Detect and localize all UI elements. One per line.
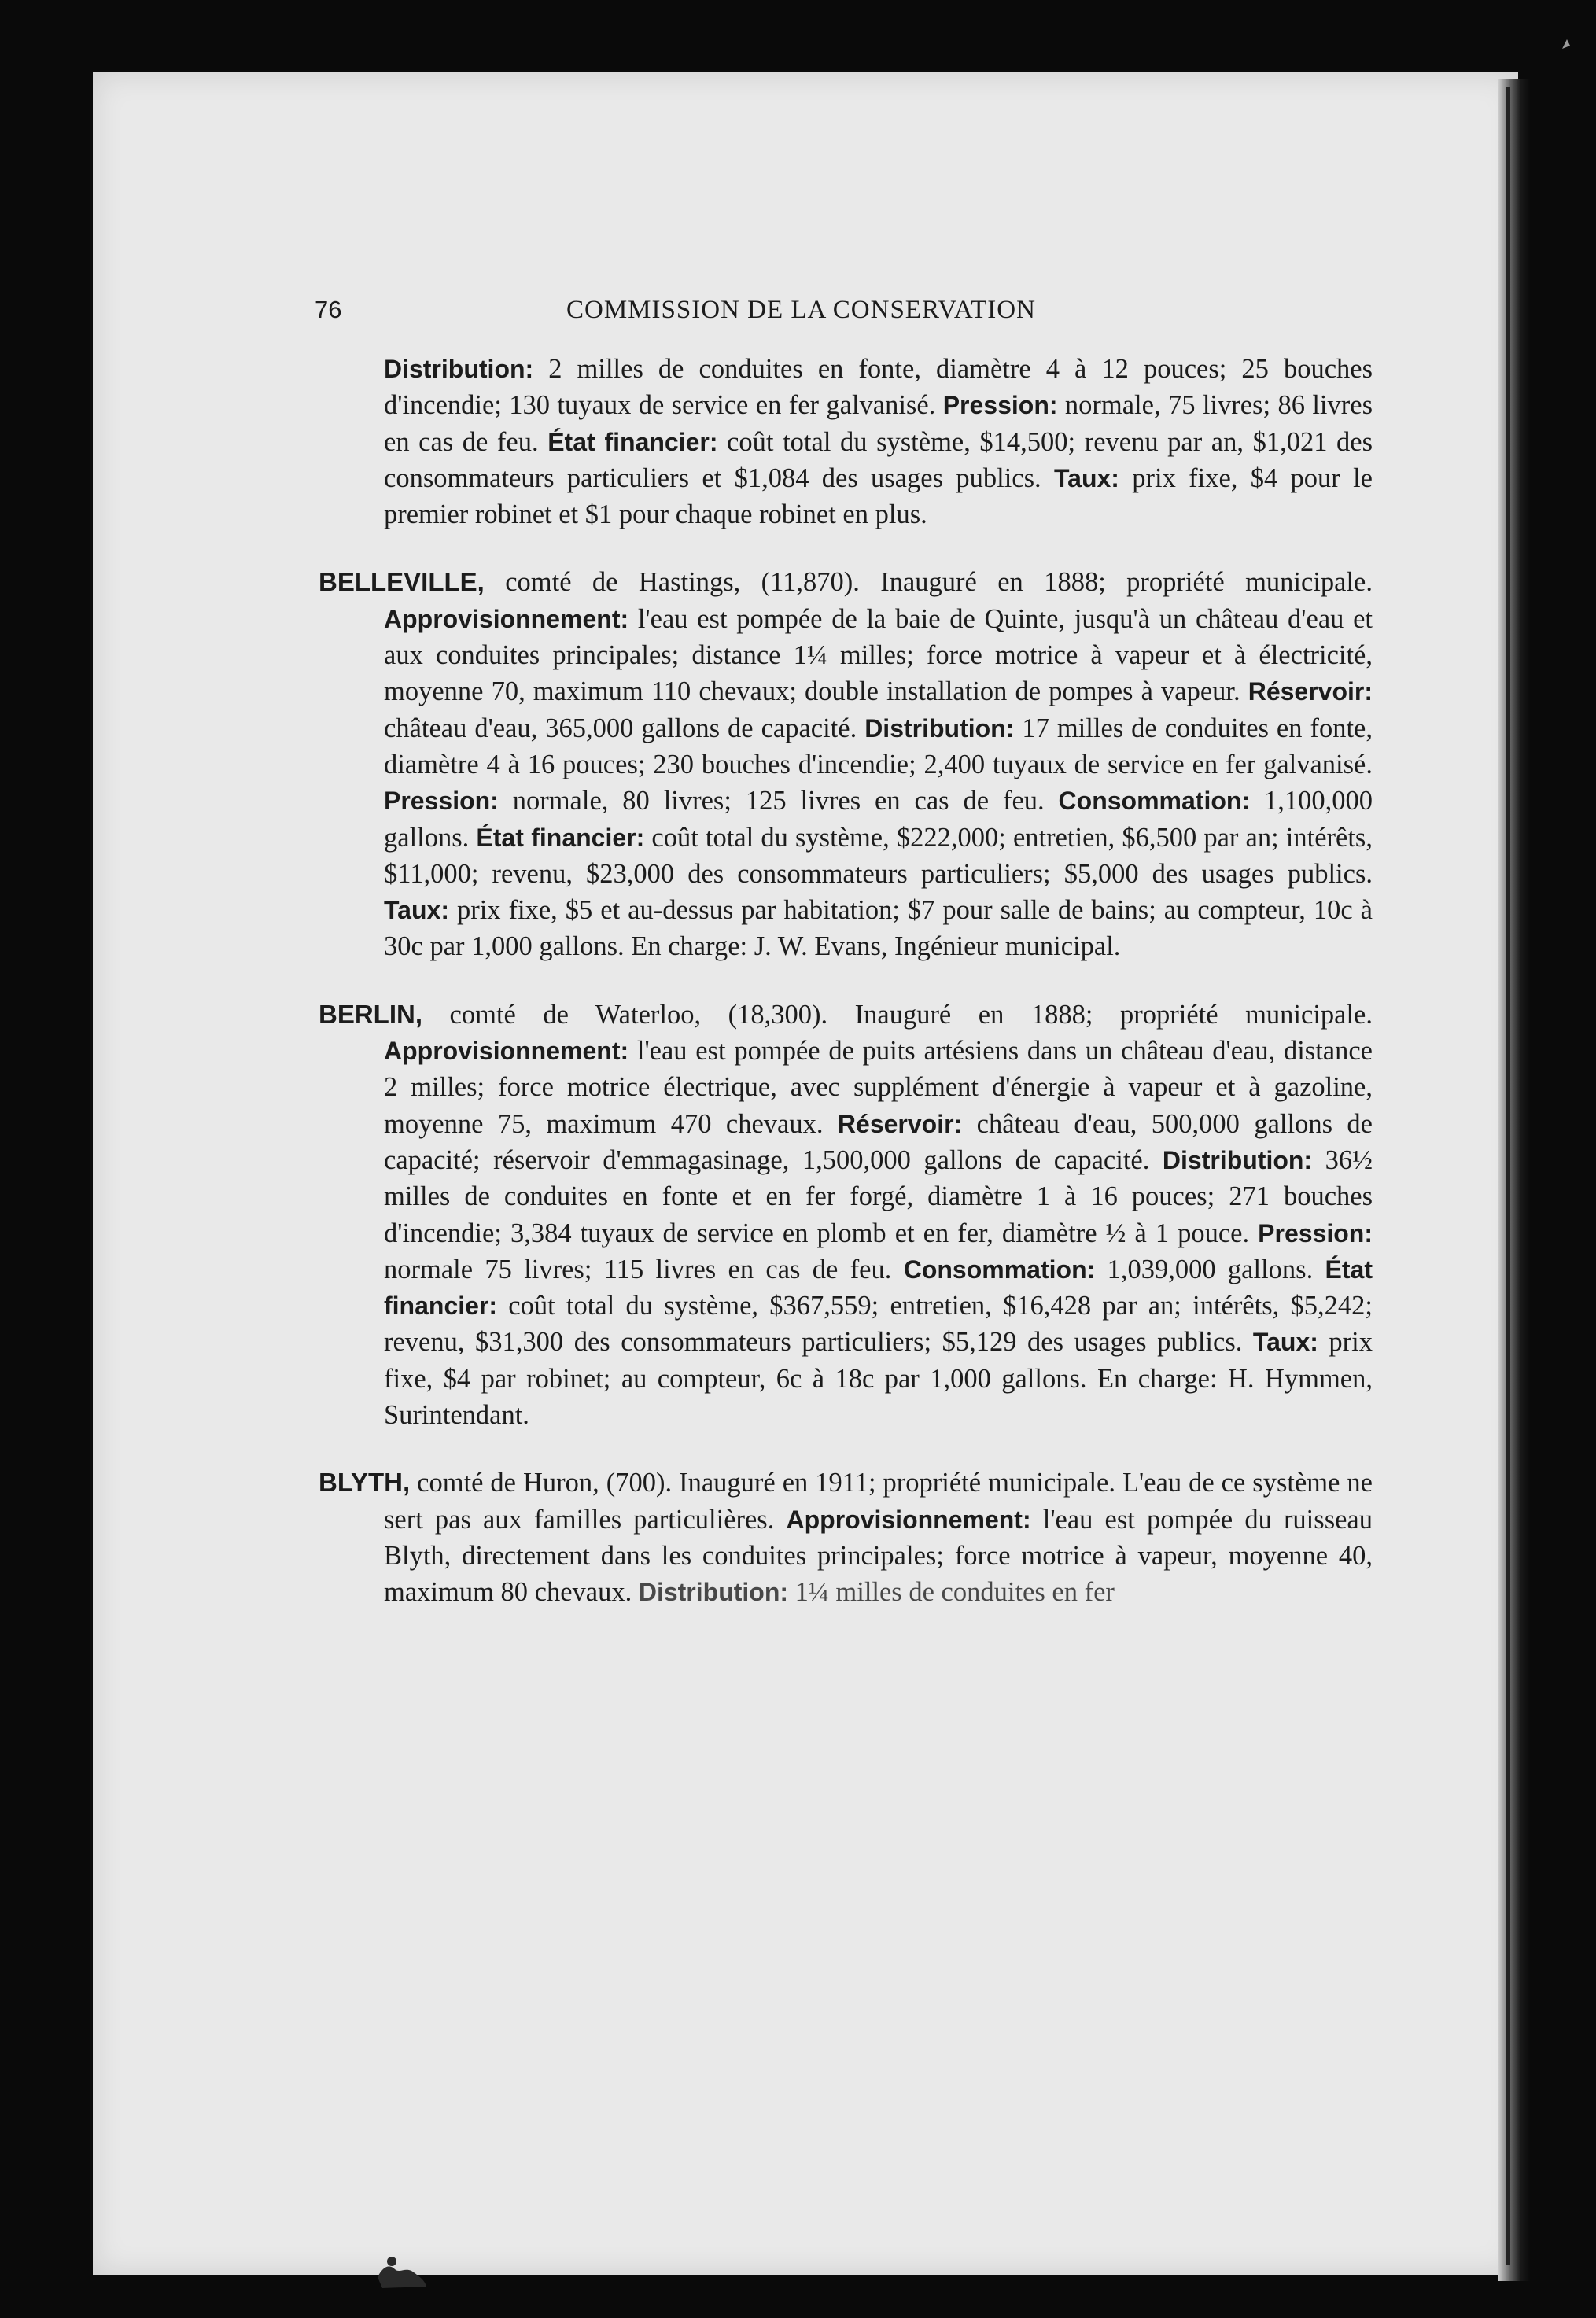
field-text: château d'eau, 365,000 gallons de capacité.	[384, 713, 865, 743]
city-name: BELLEVILLE,	[319, 567, 485, 597]
field-label: Pression:	[384, 787, 499, 816]
field-label: Approvisionnement:	[384, 604, 629, 633]
field-label: État financier:	[384, 1255, 1373, 1321]
scan-artifact-mark	[1559, 35, 1576, 52]
field-label: Distribution:	[864, 713, 1015, 743]
running-title: COMMISSION DE LA CONSERVATION	[566, 296, 1036, 324]
city-name: BLYTH,	[319, 1468, 411, 1498]
field-text: coût total du système, $14,500; revenu par an, $1,021 des consommateurs particuliers et $1,084 des usages publics.	[384, 426, 1373, 493]
binding-edge	[1506, 87, 1510, 2265]
field-text: 1¼ milles de conduites en fer	[788, 1577, 1115, 1608]
city-name: BERLIN,	[319, 999, 422, 1029]
entry-intro: comté de Hastings, (11,870). Inauguré en 1888; propriété municipale.	[484, 567, 1373, 598]
field-label: Distribution:	[384, 355, 534, 383]
field-text: prix fixe, $4 pour le premier robinet et $1 pour chaque robinet en plus.	[384, 462, 1373, 530]
page-edge-shadow	[1498, 79, 1530, 2281]
entry-intro: comté de Huron, (700). Inauguré en 1911; propriété municipale. L'eau de ce système ne sert pas aux familles particulières.	[384, 1468, 1373, 1535]
field-text: 17 milles de conduites en fonte, diamètre 4 à 16 pouces; 230 bouches d'incendie; 2,400 tuyaux de service en fer galvanisé.	[384, 713, 1373, 779]
field-label: Approvisionnement:	[384, 1037, 629, 1066]
entry-intro: comté de Waterloo, (18,300). Inauguré en 1888; propriété municipale.	[422, 999, 1373, 1030]
field-text: château d'eau, 500,000 gallons de capacité; réservoir d'emmagasinage, 1,500,000 gallons de capacité.	[384, 1108, 1373, 1175]
entry-belleville	[319, 564, 1373, 964]
field-text: prix fixe, $4 par robinet; au compteur, 6c à 18c par 1,000 gallons. En charge: H. Hymmen, Surintendant.	[384, 1327, 1373, 1431]
field-label: Distribution:	[638, 1578, 789, 1607]
field-label: Taux:	[384, 896, 449, 925]
field-label: État financier:	[547, 427, 718, 456]
field-label: Consommation:	[1058, 787, 1251, 816]
field-text: coût total du système, $367,559; entretien, $16,428 par an; intérêts, $5,242; revenu, $31,300 des consommateurs particuliers; $5,129 des usages publics.	[384, 1291, 1373, 1358]
field-label: Réservoir:	[1248, 677, 1373, 706]
scan-artifact-smudge	[374, 2246, 429, 2293]
field-label: État financier:	[476, 823, 645, 852]
field-label: Approvisionnement:	[786, 1505, 1031, 1534]
field-label: Taux:	[1252, 1328, 1318, 1357]
field-label: Consommation:	[903, 1255, 1096, 1284]
entry-berlin	[319, 997, 1373, 1434]
field-label: Taux:	[1053, 463, 1119, 492]
paragraph-continuation	[319, 351, 1373, 533]
field-label: Pression:	[1258, 1218, 1373, 1247]
page-number: 76	[315, 296, 342, 323]
field-text: l'eau est pompée de puits artésiens dans un château d'eau, distance 2 milles; force motrice électrique, avec supplément d'énergie à vapeur et à gazoline, moyenne 75, maximum 470 chevaux.	[384, 1036, 1373, 1139]
field-text: 2 milles de conduites en fonte, diamètre 4 à 12 pouces; 25 bouches d'incendie; 130 tuyaux de service en fer galvanisé.	[384, 354, 1373, 421]
field-text: l'eau est pompée de la baie de Quinte, jusqu'à un château d'eau et aux conduites principales; distance 1¼ milles; force motrice à vapeur et à électricité, moyenne 70, maximum 110 chevaux; double installation de pompes à vapeur.	[384, 603, 1373, 707]
field-text: normale, 75 livres; 86 livres en cas de feu.	[384, 390, 1373, 457]
field-text: prix fixe, $5 et au-dessus par habitation; $7 pour salle de bains; au compteur, 10c à 30c par 1,000 gallons. En charge: J. W. Evans, Ingénieur municipal.	[384, 895, 1373, 962]
field-label: Réservoir:	[837, 1109, 963, 1138]
entry-blyth	[319, 1465, 1373, 1610]
field-text: coût total du système, $222,000; entretien, $6,500 par an; intérêts, $11,000; revenu, $23,000 des consommateurs particuliers; $5,000 des usages publics.	[384, 822, 1373, 889]
field-text: 36½ milles de conduites en fonte et en fer forgé, diamètre 1 à 16 pouces; 271 bouches d'incendie; 3,384 tuyaux de service en plomb et en fer, diamètre ½ à 1 pouce.	[384, 1144, 1373, 1248]
field-label: Distribution:	[1162, 1145, 1313, 1174]
field-text: 1,100,000 gallons.	[384, 786, 1373, 853]
field-text: l'eau est pompée du ruisseau Blyth, directement dans les conduites principales; force motrice à vapeur, moyenne 40, maximum 80 chevaux.	[384, 1504, 1373, 1608]
field-text: 1,039,000 gallons.	[1095, 1254, 1325, 1284]
field-text: normale 75 livres; 115 livres en cas de feu.	[384, 1254, 904, 1284]
document-body	[319, 351, 1373, 1611]
field-label: Pression:	[942, 391, 1058, 420]
field-text: normale, 80 livres; 125 livres en cas de feu.	[498, 786, 1059, 816]
